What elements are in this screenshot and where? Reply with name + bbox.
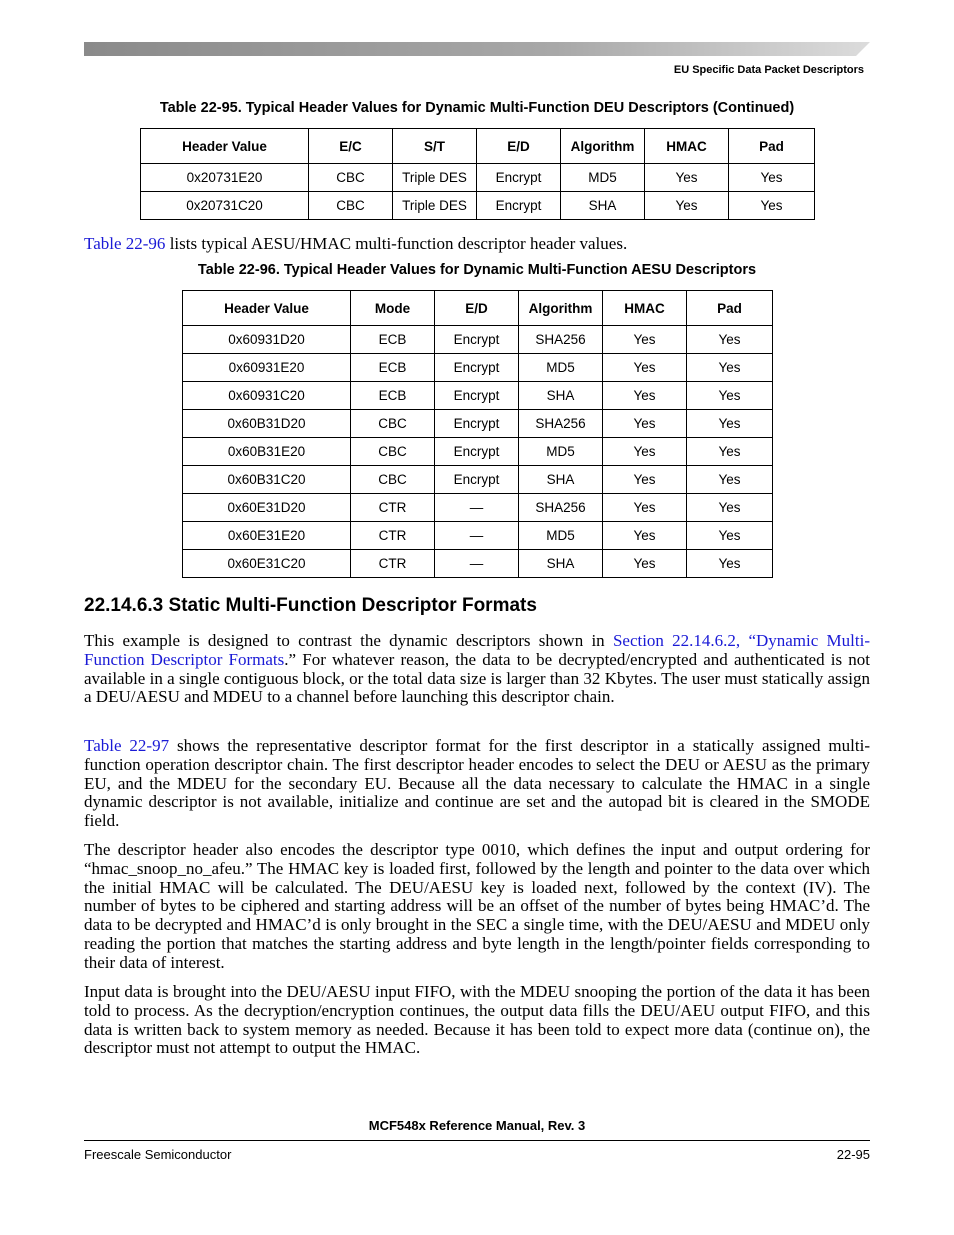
table-cell: 0x60B31C20 — [183, 466, 351, 494]
table-cell: 0x60931D20 — [183, 326, 351, 354]
table-row — [183, 494, 773, 522]
table-cell: ECB — [351, 354, 435, 382]
table-row — [183, 326, 773, 354]
table-cell: Encrypt — [477, 192, 561, 220]
table-cell: Encrypt — [435, 466, 519, 494]
footer-title: MCF548x Reference Manual, Rev. 3 — [368, 1118, 586, 1133]
table-cell: 0x60931E20 — [183, 354, 351, 382]
table-cell: Yes — [729, 164, 815, 192]
table-cell: 0x60E31E20 — [183, 522, 351, 550]
table-cell: Yes — [603, 354, 687, 382]
table-cell: Yes — [687, 466, 773, 494]
table-cell: Encrypt — [435, 410, 519, 438]
table-cell: CBC — [309, 164, 393, 192]
column-header: Mode — [351, 291, 435, 326]
table-cell: — — [435, 522, 519, 550]
table-96-body — [183, 326, 773, 578]
table-cell: — — [435, 550, 519, 578]
table-cell: Encrypt — [477, 164, 561, 192]
table-cell: Yes — [603, 522, 687, 550]
table-96-caption: Table 22-96. Typical Header Values for Dynamic Multi-Function AESU Descriptors — [197, 262, 757, 278]
table-cell: CTR — [351, 494, 435, 522]
column-header: E/D — [477, 129, 561, 164]
table-cell: Encrypt — [435, 438, 519, 466]
table-cell: Encrypt — [435, 354, 519, 382]
column-header: HMAC — [645, 129, 729, 164]
column-header: HMAC — [603, 291, 687, 326]
intro-paragraph — [84, 235, 870, 254]
table-cell: CTR — [351, 522, 435, 550]
table-cell: Yes — [687, 550, 773, 578]
table-cell: CBC — [309, 192, 393, 220]
table-cell: ECB — [351, 326, 435, 354]
table-cell: Triple DES — [393, 164, 477, 192]
paragraph-1 — [84, 632, 870, 707]
table-cell: Yes — [687, 522, 773, 550]
table-cell: CBC — [351, 410, 435, 438]
column-header: Algorithm — [519, 291, 603, 326]
table-cell: Encrypt — [435, 326, 519, 354]
table-header-row — [183, 291, 773, 326]
table-cell: Yes — [603, 326, 687, 354]
table-cell: SHA256 — [519, 410, 603, 438]
table-cell: 0x20731C20 — [141, 192, 309, 220]
table-row — [183, 522, 773, 550]
running-head: EU Specific Data Packet Descriptors — [673, 64, 864, 76]
table-cell: 0x60B31D20 — [183, 410, 351, 438]
table-cell: SHA — [561, 192, 645, 220]
table-row — [183, 354, 773, 382]
table-cell: MD5 — [519, 438, 603, 466]
table-row — [183, 466, 773, 494]
table-cell: Yes — [687, 438, 773, 466]
table-cell: ECB — [351, 382, 435, 410]
section-heading: 22.14.6.3 Static Multi-Function Descriptor Formats — [84, 595, 537, 616]
table-97-link[interactable]: Table 22-97 — [84, 736, 170, 755]
table-cell: Encrypt — [435, 382, 519, 410]
table-cell: 0x60931C20 — [183, 382, 351, 410]
table-cell: Yes — [603, 550, 687, 578]
table-cell: Yes — [687, 354, 773, 382]
table-cell: 0x60E31D20 — [183, 494, 351, 522]
table-cell: Yes — [603, 466, 687, 494]
table-cell: SHA — [519, 466, 603, 494]
table-cell: Yes — [687, 494, 773, 522]
paragraph-4: Input data is brought into the DEU/AESU input FIFO, with the MDEU snooping the portion of the data it has been told to process. As the decryption/encryption continues, the output data fills the DEU/AEU output FIFO, and this data is written back to system memory as needed. Because it has been told to expect more data (continue on), the descriptor must not attempt to output the HMAC. — [84, 982, 870, 1058]
table-cell: MD5 — [519, 522, 603, 550]
table-cell: Yes — [729, 192, 815, 220]
table-cell: Yes — [603, 438, 687, 466]
table-cell: 0x60E31C20 — [183, 550, 351, 578]
table-cell: Yes — [687, 382, 773, 410]
table-row — [183, 438, 773, 466]
column-header: E/D — [435, 291, 519, 326]
table-cell: SHA256 — [519, 326, 603, 354]
column-header: E/C — [309, 129, 393, 164]
table-cell: Yes — [645, 164, 729, 192]
paragraph-1-text-end: .” For whatever reason, the data to be decrypted/encrypted and authenticated is not available in a single contiguous block, or the total data size is larger than 32 Kbytes. The user must statically assign a DEU/AESU and MDEU to a channel before launching this descriptor chain. — [84, 649, 870, 707]
table-row — [141, 164, 815, 192]
table-96-link[interactable]: Table 22-96 — [84, 234, 166, 253]
header-bar — [84, 42, 870, 56]
table-cell: CBC — [351, 438, 435, 466]
table-row — [183, 410, 773, 438]
column-header: Pad — [729, 129, 815, 164]
table-cell: 0x60B31E20 — [183, 438, 351, 466]
table-96 — [182, 290, 773, 578]
column-header: Pad — [687, 291, 773, 326]
table-cell: CTR — [351, 550, 435, 578]
table-cell: — — [435, 494, 519, 522]
table-95-caption: Table 22-95. Typical Header Values for Dynamic Multi-Function DEU Descriptors (Continued) — [159, 100, 795, 116]
table-cell: Yes — [603, 494, 687, 522]
table-cell: 0x20731E20 — [141, 164, 309, 192]
table-cell: MD5 — [561, 164, 645, 192]
intro-text: lists typical AESU/HMAC multi-function descriptor header values. — [165, 234, 628, 253]
table-cell: Yes — [603, 410, 687, 438]
table-row — [141, 192, 815, 220]
column-header: Algorithm — [561, 129, 645, 164]
page-number: 22-95 — [836, 1147, 870, 1162]
table-95 — [140, 128, 815, 220]
table-cell: SHA — [519, 382, 603, 410]
table-cell: Yes — [645, 192, 729, 220]
column-header: Header Value — [141, 129, 309, 164]
table-cell: SHA256 — [519, 494, 603, 522]
column-header: S/T — [393, 129, 477, 164]
table-cell: Triple DES — [393, 192, 477, 220]
table-row — [183, 382, 773, 410]
table-row — [183, 550, 773, 578]
table-cell: Yes — [687, 410, 773, 438]
section-link[interactable]: Section 22.14.6.2, “Dynamic Multi-Function Descriptor Formats — [84, 631, 870, 669]
paragraph-2-text: shows the representative descriptor format for the first descriptor in a statically assigned multi-function operation descriptor chain. The first descriptor header encodes to select the DEU or AESU as the primary EU, and the MDEU for the secondary EU. Because all the data necessary to calculate the HMAC in a single dynamic descriptor is not available, initialize and continue are set and the autopad bit is cleared in the SMODE field. — [84, 736, 870, 831]
footer-company: Freescale Semiconductor — [84, 1147, 232, 1162]
table-cell: Yes — [603, 382, 687, 410]
paragraph-3: The descriptor header also encodes the descriptor type 0010, which defines the input and output ordering for “hmac_snoop_no_afeu.” The HMAC key is loaded first, followed by the length and pointer to the data over which the initial HMAC will be calculated. The DEU/AESU key is loaded next, followed by the context (IV). The number of bytes to be ciphered and starting address will be an offset of the number of bytes being HMAC’d. The data to be decrypted and HMAC’d is only brought in the SEC a single time, with the DEU/AESU and MDEU only reading the portion that matches the starting address and byte length in the length/pointer fields corresponding to their data of interest. — [84, 840, 870, 972]
table-cell: CBC — [351, 466, 435, 494]
paragraph-1-text: This example is designed to contrast the dynamic descriptors shown in — [84, 631, 613, 650]
table-cell: SHA — [519, 550, 603, 578]
table-cell: Yes — [687, 326, 773, 354]
column-header: Header Value — [183, 291, 351, 326]
table-header-row — [141, 129, 815, 164]
paragraph-2 — [84, 737, 870, 831]
footer-divider — [84, 1140, 870, 1141]
table-cell: MD5 — [519, 354, 603, 382]
